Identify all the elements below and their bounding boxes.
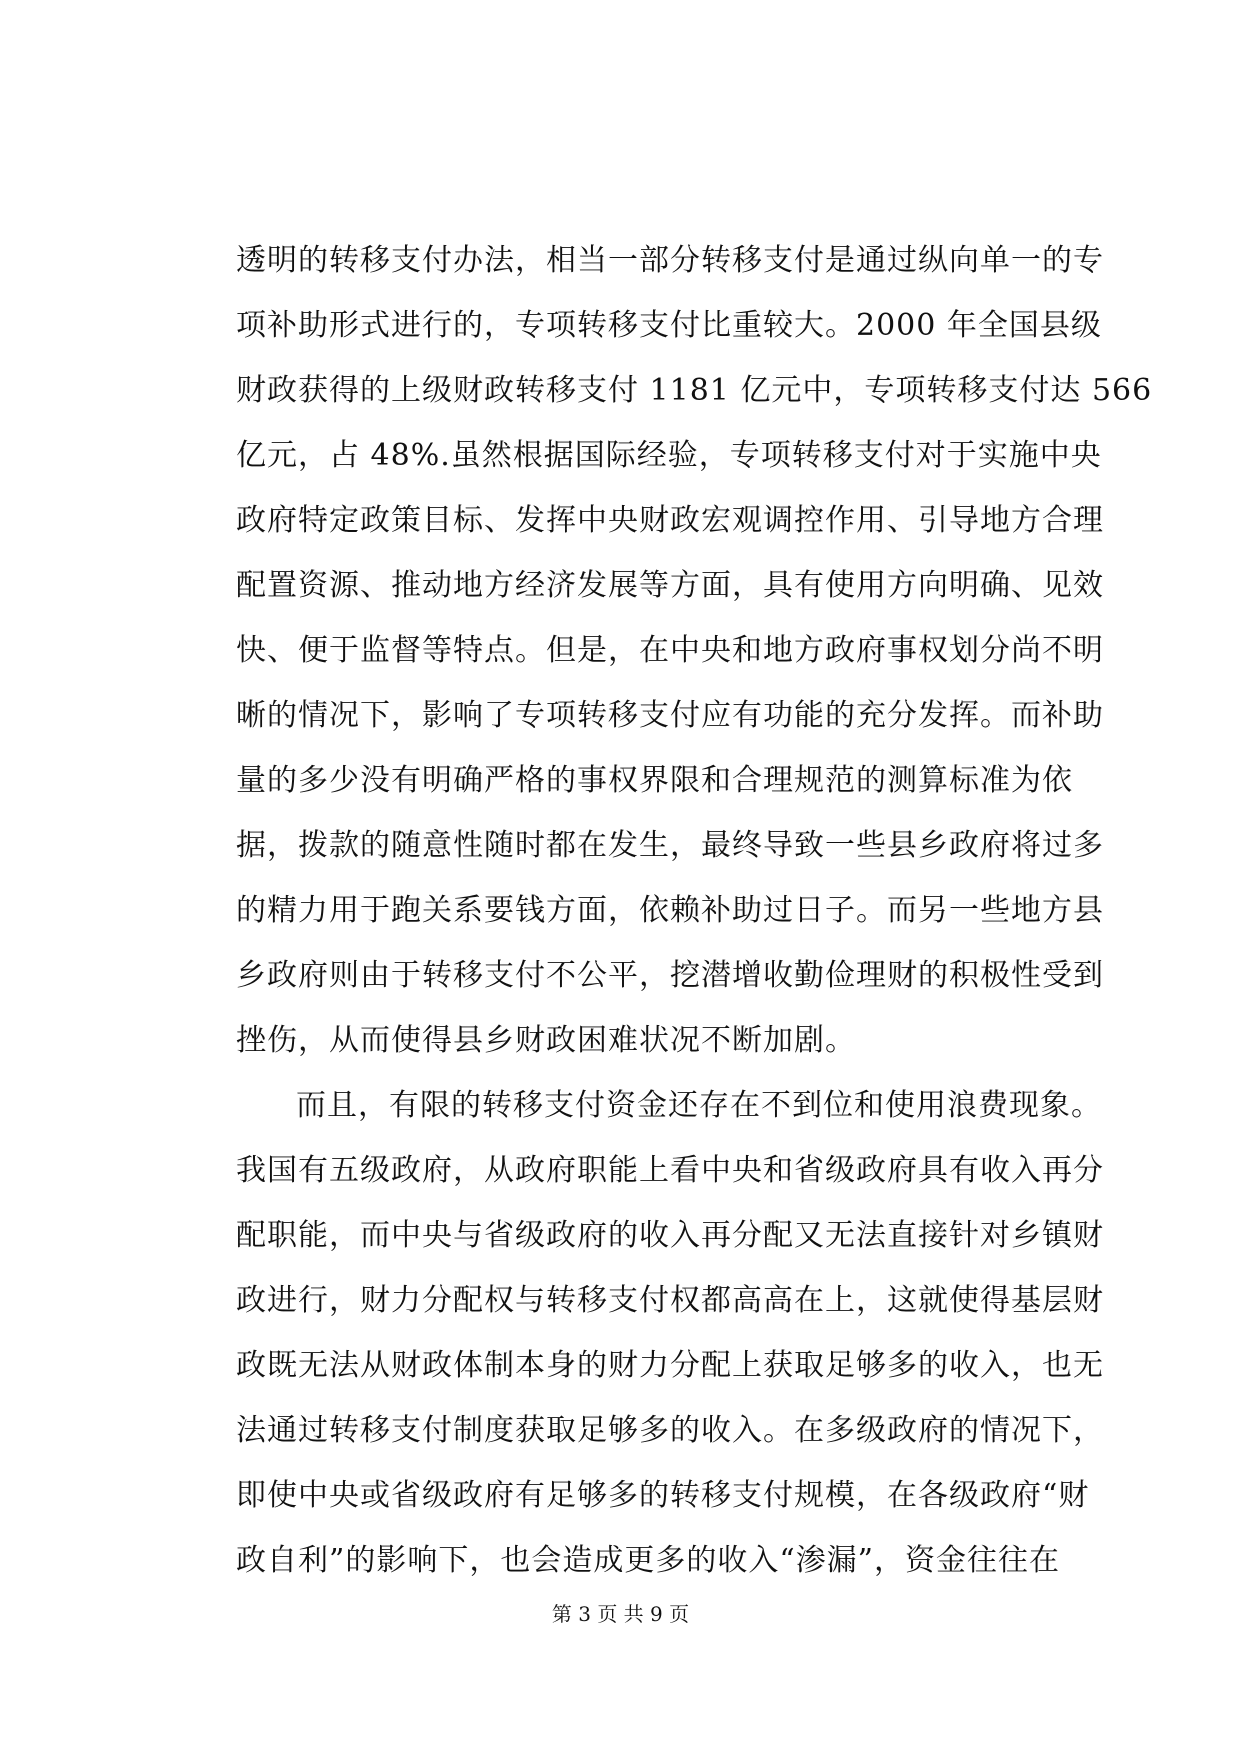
text-line: 挫伤，从而使得县乡财政困难状况不断加剧。 [236,1023,856,1058]
text-line: 政府特定政策目标、发挥中央财政宏观调控作用、引导地方合理 [236,503,1104,538]
page-footer: 第 3 页 共 9 页 [551,1602,690,1626]
text-line: 的精力用于跑关系要钱方面，依赖补助过日子。而另一些地方县 [236,893,1104,928]
text-line: 量的多少没有明确严格的事权界限和合理规范的测算标准为依 [236,763,1073,798]
text-line: 法通过转移支付制度获取足够多的收入。在多级政府的情况下， [236,1413,1104,1448]
text-line: 配职能，而中央与省级政府的收入再分配又无法直接针对乡镇财 [236,1218,1104,1253]
text-line: 亿元，占 48%.虽然根据国际经验，专项转移支付对于实施中央 [236,438,1102,473]
text-line: 晰的情况下，影响了专项转移支付应有功能的充分发挥。而补助 [236,698,1104,733]
text-line: 即使中央或省级政府有足够多的转移支付规模，在各级政府“财 [236,1478,1090,1513]
text-line: 政既无法从财政体制本身的财力分配上获取足够多的收入，也无 [236,1348,1104,1383]
text-line: 项补助形式进行的，专项转移支付比重较大。2000 年全国县级 [236,308,1102,343]
text-line: 乡政府则由于转移支付不公平，挖潜增收勤俭理财的积极性受到 [236,958,1104,993]
paragraph-start-line: 而且，有限的转移支付资金还存在不到位和使用浪费现象。 [296,1088,1102,1123]
text-line: 配置资源、推动地方经济发展等方面，具有使用方向明确、见效 [236,568,1104,603]
text-line: 透明的转移支付办法，相当一部分转移支付是通过纵向单一的专 [236,243,1104,278]
text-line: 快、便于监督等特点。但是，在中央和地方政府事权划分尚不明 [236,633,1104,668]
body-text [236,228,1153,1593]
text-line: 我国有五级政府，从政府职能上看中央和省级政府具有收入再分 [236,1153,1104,1188]
text-line: 财政获得的上级财政转移支付 1181 亿元中，专项转移支付达 566 [236,373,1153,408]
text-line: 据，拨款的随意性随时都在发生，最终导致一些县乡政府将过多 [236,828,1104,863]
text-line: 政进行，财力分配权与转移支付权都高高在上，这就使得基层财 [236,1283,1104,1318]
text-line: 政自利”的影响下，也会造成更多的收入“渗漏”，资金往往在 [236,1543,1061,1578]
